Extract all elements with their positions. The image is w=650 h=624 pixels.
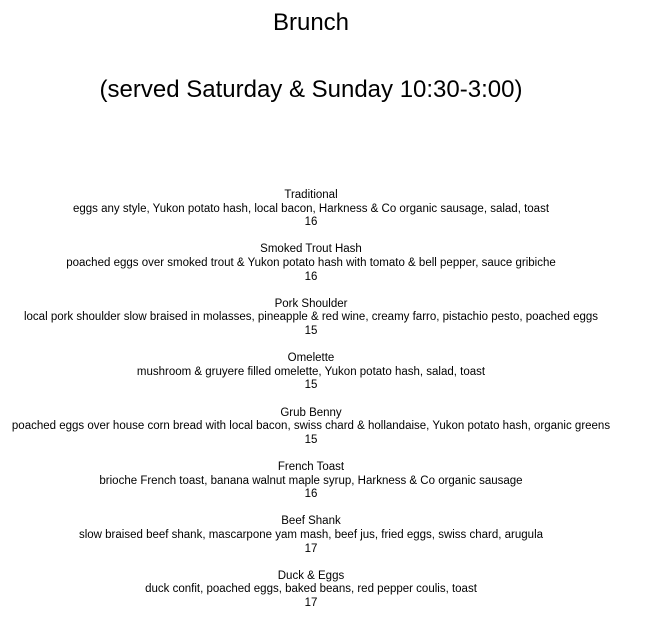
menu-item-name: Beef Shank xyxy=(281,515,341,528)
menu-title: Brunch xyxy=(272,9,350,36)
menu-item xyxy=(0,352,622,406)
menu-item-price: 15 xyxy=(304,433,318,446)
menu-item-name: Pork Shoulder xyxy=(274,297,348,310)
menu-item-description: local pork shoulder slow braised in molasses, pineapple & red wine, creamy farro, pistachio pesto, poached eggs xyxy=(23,311,599,324)
menu-item-description: slow braised beef shank, mascarpone yam mash, beef jus, fried eggs, swiss chard, arugula xyxy=(78,528,544,541)
menu-item-description: brioche French toast, banana walnut maple syrup, Harkness & Co organic sausage xyxy=(99,474,523,487)
menu-item-price: 15 xyxy=(304,324,318,337)
menu-item-price: 16 xyxy=(304,216,318,229)
menu-item-description: poached eggs over house corn bread with local bacon, swiss chard & hollandaise, Yukon potato hash, organic greens xyxy=(11,420,611,433)
menu-item-price: 15 xyxy=(304,379,318,392)
menu-item xyxy=(0,243,622,297)
menu-item xyxy=(0,189,622,243)
menu-item-name: Smoked Trout Hash xyxy=(260,243,362,256)
menu-subtitle: (served Saturday & Sunday 10:30-3:00) xyxy=(99,76,523,103)
menu-item-name: Omelette xyxy=(287,352,335,365)
menu-item xyxy=(0,515,622,569)
menu-item-name: Grub Benny xyxy=(280,406,342,419)
menu-item xyxy=(0,570,622,624)
menu-item-price: 16 xyxy=(304,488,318,501)
menu-item xyxy=(0,298,622,352)
menu-item-description: poached eggs over smoked trout & Yukon potato hash with tomato & bell pepper, sauce gribiche xyxy=(66,256,556,269)
menu-item-price: 17 xyxy=(304,542,318,555)
menu-item-description: eggs any style, Yukon potato hash, local bacon, Harkness & Co organic sausage, salad, toast xyxy=(72,202,550,215)
menu-item-description: mushroom & gruyere filled omelette, Yukon potato hash, salad, toast xyxy=(136,365,486,378)
menu-item-list xyxy=(0,189,622,624)
menu-item-name: Duck & Eggs xyxy=(277,569,345,582)
menu-item-price: 17 xyxy=(304,596,318,609)
menu-item-description: duck confit, poached eggs, baked beans, red pepper coulis, toast xyxy=(145,583,477,596)
menu-item-name: Traditional xyxy=(284,189,338,201)
menu-item-name: French Toast xyxy=(277,460,345,473)
menu-item xyxy=(0,461,622,515)
menu-item xyxy=(0,407,622,461)
menu-item-price: 16 xyxy=(304,270,318,283)
